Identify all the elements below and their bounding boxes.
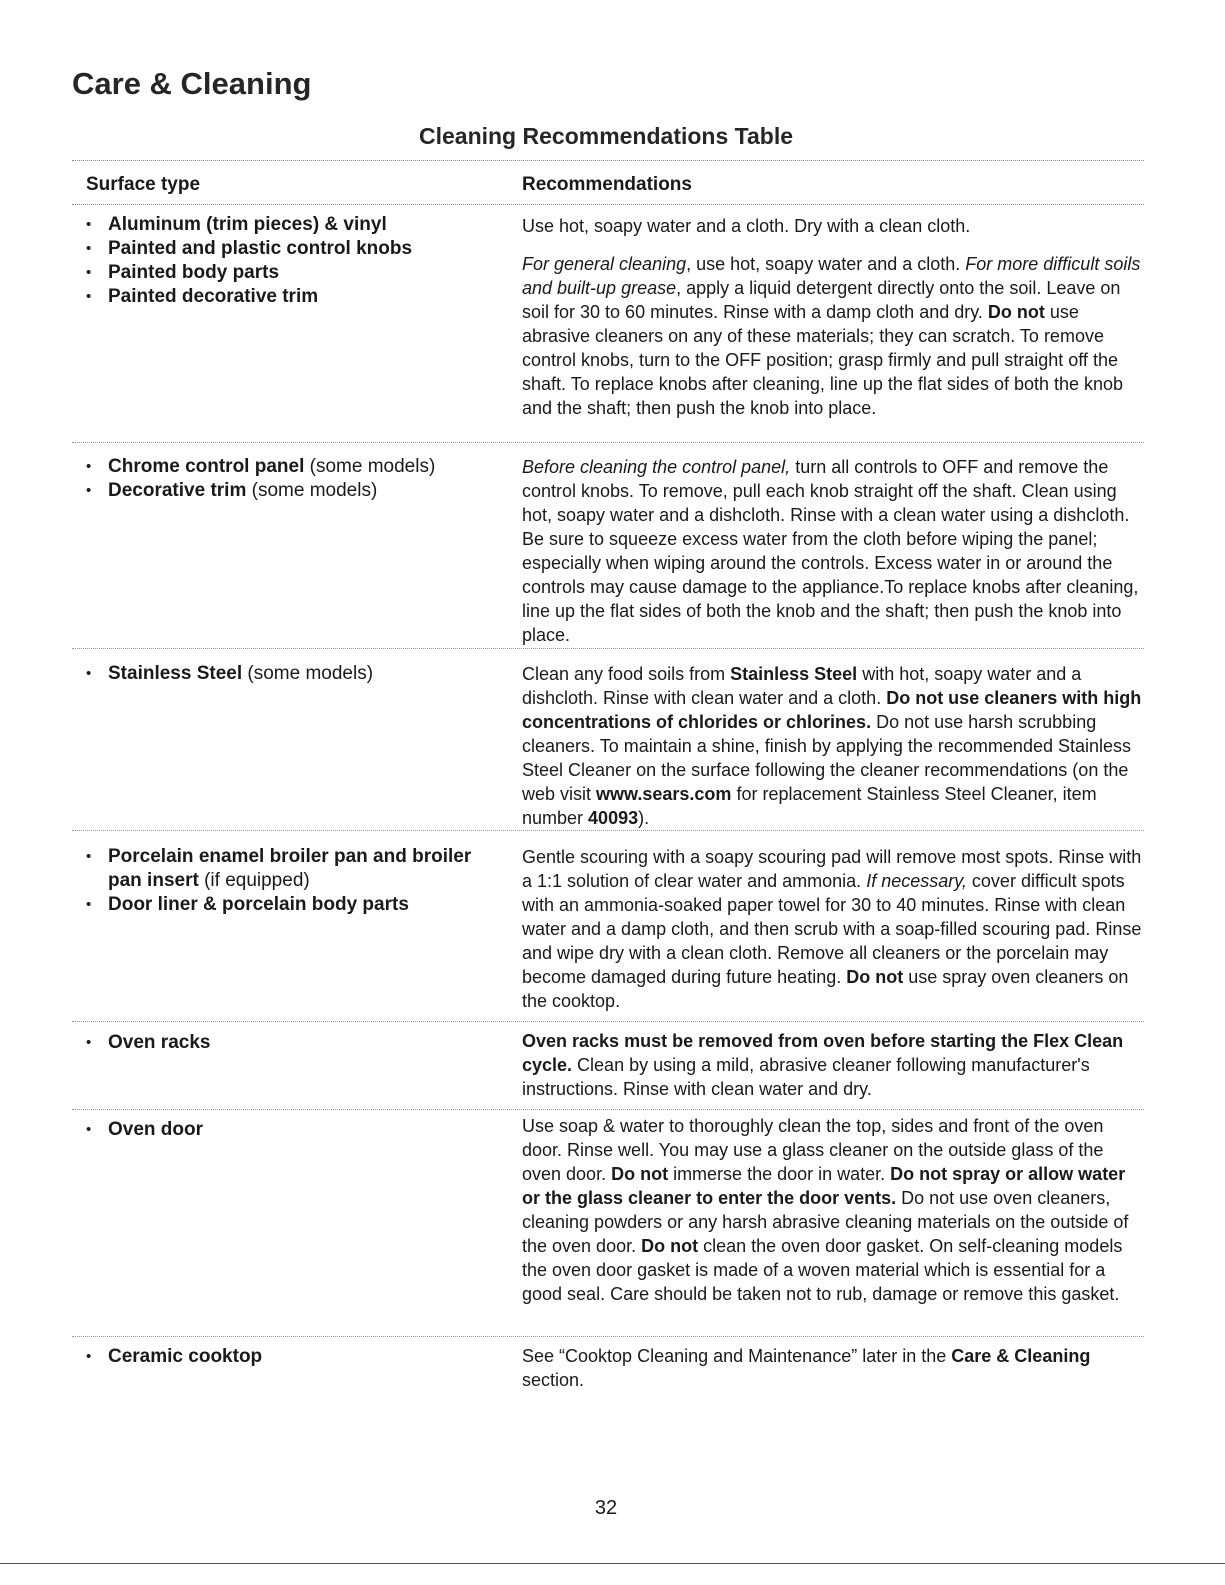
table-row <box>72 831 1144 1022</box>
text-run: Use soap & water to thoroughly clean the top, sides and front of the oven door. Rinse well. You may use a glass cleaner on the outside glass of the oven door. <box>522 1116 1104 1184</box>
text-run: Do not use oven cleaners, cleaning powders or any harsh abrasive cleaning materials on the outside of the oven door. <box>522 1188 1129 1256</box>
text-run: (some models) <box>242 663 374 684</box>
bold-text: Porcelain enamel broiler pan and broiler pan insert <box>108 846 472 891</box>
bold-text: Oven racks <box>108 1032 211 1053</box>
surface-type-header: Surface type <box>86 174 201 195</box>
text-run: (some models) <box>246 480 378 501</box>
text-run: immerse the door in water. <box>668 1164 891 1184</box>
surface-list <box>108 213 508 309</box>
bold-text: Ceramic cooktop <box>108 1346 263 1367</box>
text-run: (if equipped) <box>198 870 310 891</box>
bold-text: www.sears.com <box>596 784 732 804</box>
surface-list <box>108 845 508 917</box>
recommendation-paragraph <box>522 455 1142 647</box>
surface-item <box>108 845 508 893</box>
text-run: ). <box>638 808 650 828</box>
surface-item <box>108 1031 508 1055</box>
surface-item <box>108 455 508 479</box>
bold-text: Chrome control panel <box>108 456 305 477</box>
bold-text: Painted decorative trim <box>108 286 319 307</box>
table-row <box>72 1022 1144 1110</box>
text-run: , apply a liquid detergent directly onto the soil. Leave on soil for 30 to 60 minutes. Rinse with a damp cloth and dry. <box>522 278 1121 322</box>
text-run: Clean by using a mild, abrasive cleaner following manufacturer's instructions. Rinse with clean water and dry. <box>522 1055 1090 1099</box>
italic-text: If necessary, <box>866 871 967 891</box>
recommendation-paragraph <box>522 1114 1142 1306</box>
recommendation-cell <box>522 1114 1142 1306</box>
table-row <box>72 443 1144 649</box>
text-run: Gentle scouring with a soapy scouring pad will remove most spots. Rinse with a 1:1 solution of clear water and ammonia. <box>522 847 1142 891</box>
recommendation-cell <box>522 1029 1142 1101</box>
text-run: use abrasive cleaners on any of these materials; they can scratch. To remove control knobs, turn to the OFF position; grasp firmly and pull straight off the shaft. To replace knobs after cleaning, line up the flat sides of both the knob and the shaft; then push the knob into place. <box>522 302 1124 418</box>
bold-text: Stainless Steel <box>730 664 858 684</box>
text-run: Use hot, soapy water and a cloth. Dry with a clean cloth. <box>522 216 971 236</box>
surface-list <box>108 662 508 686</box>
italic-text: Before cleaning the control panel, <box>522 457 791 477</box>
surface-list <box>108 1345 508 1369</box>
page-number: 32 <box>594 1497 618 1519</box>
recommendation-cell <box>522 845 1142 1013</box>
surface-item <box>108 285 508 309</box>
text-run: clean the oven door gasket. On self-cleaning models the oven door gasket is made of a woven material which is essential for a good seal. Care should be taken not to rub, damage or remove this gasket. <box>522 1236 1123 1304</box>
recommendation-cell <box>522 1344 1142 1392</box>
text-run: turn all controls to OFF and remove the control knobs. To remove, pull each knob straight off the shaft. Clean using hot, soapy water and a dishcloth. Rinse with a clean water using a dishcloth. Be sure to squeeze excess water from the cloth before wiping the panel; especially when wiping around the controls. Excess water in or around the controls may cause damage to the appliance.To replace knobs after cleaning, line up the flat sides of both the knob and the shaft; then push the knob into place. <box>522 457 1139 645</box>
surface-item <box>108 1118 508 1142</box>
bold-text: Do not <box>641 1236 699 1256</box>
bold-text: Painted and plastic control knobs <box>108 238 413 259</box>
surface-item <box>108 213 508 237</box>
text-run: , use hot, soapy water and a cloth. <box>686 254 966 274</box>
bold-text: Care & Cleaning <box>951 1346 1091 1366</box>
bold-text: Do not spray or allow water or the glass cleaner to enter the door vents. <box>522 1164 1126 1208</box>
italic-text: For general cleaning <box>522 254 687 274</box>
text-run: (some models) <box>304 456 436 477</box>
recommendations-header: Recommendations <box>522 174 692 195</box>
surface-item <box>108 662 508 686</box>
surface-list <box>108 455 508 503</box>
recommendation-cell <box>522 455 1142 647</box>
bold-text: Oven racks must be removed from oven before starting the Flex Clean cycle. <box>522 1031 1124 1075</box>
bottom-rule <box>0 1563 1225 1564</box>
recommendation-paragraph <box>522 214 1142 238</box>
table-row <box>72 1110 1144 1337</box>
table-row <box>72 1337 1144 1417</box>
recommendation-cell <box>522 662 1142 830</box>
surface-item <box>108 1345 508 1369</box>
text-run: See “Cooktop Cleaning and Maintenance” later in the <box>522 1346 952 1366</box>
recommendation-cell <box>522 214 1142 420</box>
text-run: use spray oven cleaners on the cooktop. <box>522 967 1129 1011</box>
recommendation-paragraph <box>522 252 1142 420</box>
bold-text: Do not <box>611 1164 669 1184</box>
bold-text: Oven door <box>108 1119 204 1140</box>
text-run: cover difficult spots with an ammonia-soaked paper towel for 30 to 40 minutes. Rinse with clean water and a damp cloth, and then scrub with a soap-filled scouring pad. Rinse and wipe dry with a clean cloth. Remove all cleaners or the porcelain may become damaged during future heating. <box>522 871 1142 987</box>
text-run: Do not use harsh scrubbing cleaners. To maintain a shine, finish by applying the recommended Stainless Steel Cleaner on the surface following the cleaner recommendations (on the web visit <box>522 712 1132 804</box>
table-row <box>72 649 1144 831</box>
bold-text: Decorative trim <box>108 480 247 501</box>
table-row <box>72 203 1144 443</box>
text-run: section. <box>522 1370 585 1390</box>
recommendation-paragraph <box>522 662 1142 830</box>
table-header <box>72 160 1144 205</box>
recommendation-paragraph <box>522 845 1142 1013</box>
recommendation-paragraph <box>522 1029 1142 1101</box>
bold-text: Painted body parts <box>108 262 280 283</box>
surface-item <box>108 479 508 503</box>
italic-text: For more difficult soils and built-up grease <box>522 254 1141 298</box>
surface-item <box>108 261 508 285</box>
surface-item <box>108 237 508 261</box>
recommendation-paragraph <box>522 1344 1142 1392</box>
surface-item <box>108 893 508 917</box>
bold-text: Aluminum (trim pieces) & vinyl <box>108 214 387 235</box>
bold-text: Do not <box>846 967 904 987</box>
bold-text: Stainless Steel <box>108 663 243 684</box>
page-title: Care & Cleaning <box>72 66 312 101</box>
text-run: with hot, soapy water and a dishcloth. Rinse with clean water and a cloth. <box>522 664 1082 708</box>
bold-text: 40093 <box>588 808 639 828</box>
bold-text: Do not use cleaners with high concentrations of chlorides or chlorines. <box>522 688 1142 732</box>
text-run: for replacement Stainless Steel Cleaner, item number <box>522 784 1097 828</box>
bold-text: Door liner & porcelain body parts <box>108 894 409 915</box>
surface-list <box>108 1031 508 1055</box>
bold-text: Do not <box>987 302 1045 322</box>
surface-list <box>108 1118 508 1142</box>
table-title: Cleaning Recommendations Table <box>418 123 794 149</box>
text-run: Clean any food soils from <box>522 664 731 684</box>
